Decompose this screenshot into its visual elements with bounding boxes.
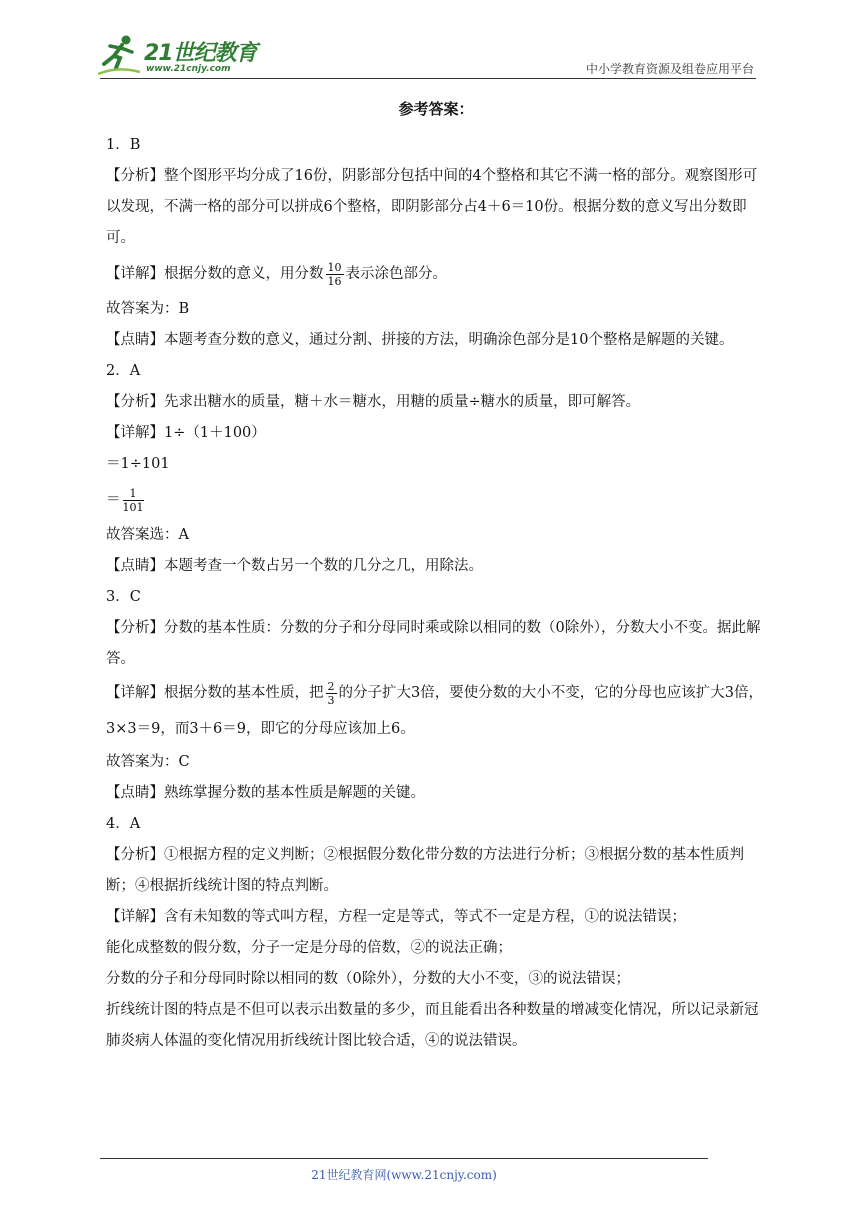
q1-detail [106, 254, 766, 294]
answer-content [106, 96, 766, 1057]
q4-analysis: 【分析】①根据方程的定义判断；②根据假分数化带分数的方法进行分析；③根据分数的基本性质判断；④根据折线统计图的特点判断。 [106, 847, 744, 894]
q4-detail-4: 折线统计图的特点是不但可以表示出数量的多少，而且能看出各种数量的增减变化情况，所以记录新冠肺炎病人体温的变化情况用折线统计图比较合适，④的说法错误。 [106, 1002, 759, 1049]
q2-frac-denominator: 101 [122, 500, 144, 514]
q3-frac-numerator: 2 [327, 679, 335, 693]
q2-conclusion: 故答案选：A [106, 527, 189, 543]
q2-fraction [123, 487, 144, 514]
page-header [0, 0, 860, 80]
q1-fraction [326, 261, 344, 288]
q3-detail-pre: 【详解】根据分数的基本性质，把 [106, 685, 324, 701]
logo-text: 21世纪教育 [144, 41, 257, 66]
q2-detail: 【详解】1÷（1＋100） [106, 425, 266, 441]
q3-frac-denominator: 3 [327, 693, 335, 707]
q1-comment: 【点睛】本题考查分数的意义，通过分割、拼接的方法，明确涂色部分是10个整格是解题的关键。 [106, 332, 734, 348]
q2-analysis: 【分析】先求出糖水的质量，糖＋水＝糖水，用糖的质量÷糖水的质量，即可解答。 [106, 394, 641, 410]
q4-detail-1: 【详解】含有未知数的等式叫方程，方程一定是等式，等式不一定是方程，①的说法错误； [106, 909, 686, 925]
q2-answer: 2．A [106, 363, 141, 379]
q2-comment: 【点睛】本题考查一个数占另一个数的几分之几，用除法。 [106, 558, 483, 574]
footer-divider [100, 1158, 708, 1159]
q1-answer: 1．B [106, 137, 141, 153]
q3-fraction [326, 680, 337, 707]
q3-conclusion: 故答案为：C [106, 754, 190, 770]
q1-conclusion: 故答案为：B [106, 301, 190, 317]
q1-detail-post: 表示涂色部分。 [345, 265, 447, 282]
q2-frac-numerator: 1 [123, 487, 144, 501]
platform-title: 中小学教育资源及组卷应用平台 [585, 62, 754, 76]
q2-step1: ＝1÷101 [106, 456, 170, 472]
footer-link[interactable]: 21世纪教育网(www.21cnjy.com) [311, 1168, 497, 1182]
q3-analysis: 【分析】分数的基本性质：分数的分子和分母同时乘或除以相同的数（0除外），分数大小不变。据此解答。 [106, 620, 761, 667]
q3-answer: 3．C [106, 589, 141, 605]
q1-analysis: 【分析】整个图形平均分成了16份，阴影部分包括中间的4个整格和其它不满一格的部分。观察图形可以发现，不满一格的部分可以拼成6个整格，即阴影部分占4＋6＝10份。根据分数的意义写出分数即可。 [106, 168, 758, 246]
page-title: 参考答案： [398, 100, 474, 118]
header-divider [100, 78, 756, 79]
q4-detail-2: 能化成整数的假分数，分子一定是分母的倍数，②的说法正确； [106, 940, 512, 956]
runner-logo-icon [96, 34, 142, 78]
q4-answer: 4．A [106, 816, 141, 832]
site-logo[interactable] [96, 34, 261, 78]
q1-detail-pre: 【详解】根据分数的意义，用分数 [106, 265, 324, 282]
q4-detail-3: 分数的分子和分母同时除以相同的数（0除外），分数的大小不变，③的说法错误； [106, 971, 630, 987]
q1-frac-numerator: 10 [327, 260, 342, 274]
logo-url: www.21cnjy.com [146, 64, 231, 74]
q2-step2-prefix: ＝ [106, 491, 121, 508]
q2-step2 [106, 480, 766, 520]
q1-frac-denominator: 16 [327, 274, 342, 288]
q3-detail [106, 675, 766, 747]
q3-comment: 【点睛】熟练掌握分数的基本性质是解题的关键。 [106, 785, 425, 801]
q3-detail-post: 的分子扩大3倍，要使分数的大小不变，它的分母也应该扩大3倍，3×3＝9，而3＋6＝9，即它的分母应该加上6。 [106, 685, 763, 737]
